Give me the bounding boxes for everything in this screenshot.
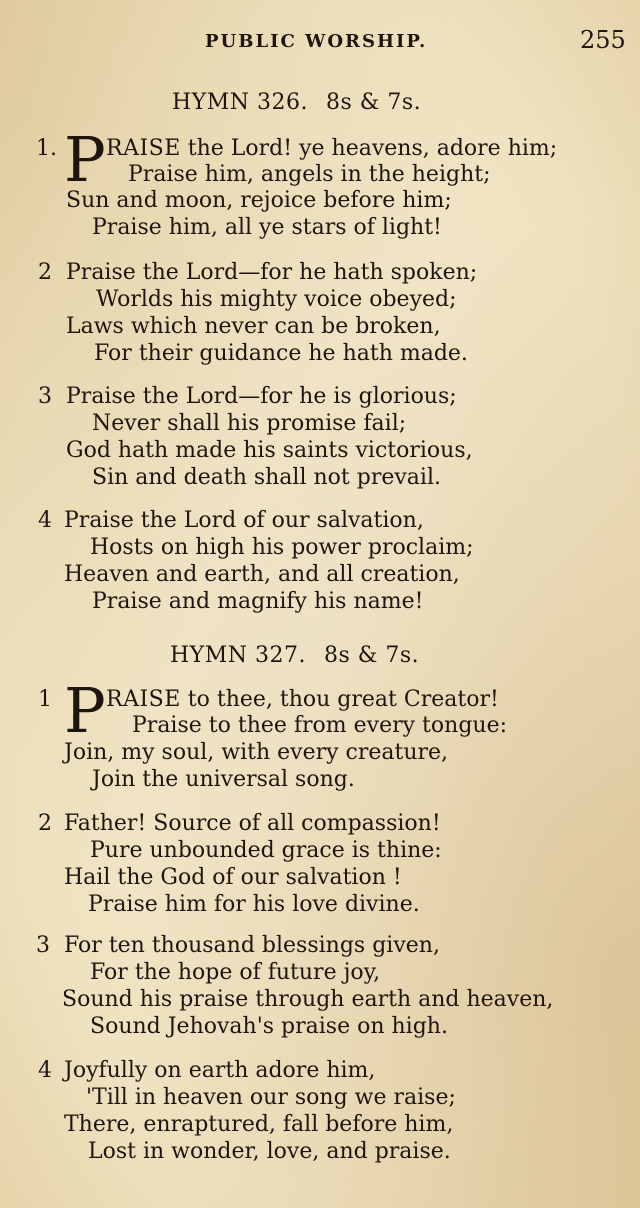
hymn-title-326 bbox=[172, 90, 421, 115]
hymn-number: HYMN 327. bbox=[170, 643, 306, 668]
verse-line: Praise him, angels in the height; bbox=[128, 162, 491, 187]
verse-line: Laws which never can be broken, bbox=[66, 314, 441, 339]
verse-line: Join, my soul, with every creature, bbox=[64, 740, 449, 765]
verse-number: 3 bbox=[38, 384, 52, 409]
verse-line: Hail the God of our salvation ! bbox=[64, 865, 402, 890]
hymn-meter: 8s & 7s. bbox=[325, 90, 422, 115]
hymn-meter: 8s & 7s. bbox=[323, 643, 420, 668]
verse-number: 1. bbox=[36, 136, 57, 161]
hymn-title-327 bbox=[170, 643, 419, 668]
verse-line: Pure unbounded grace is thine: bbox=[90, 838, 442, 863]
verse-number: 3 bbox=[36, 933, 50, 958]
verse-line bbox=[106, 136, 557, 162]
verse-line: Praise the Lord—for he hath spoken; bbox=[66, 260, 478, 285]
verse-line: Join the universal song. bbox=[92, 767, 355, 792]
verse-line: Sun and moon, rejoice before him; bbox=[66, 188, 452, 213]
verse-line: Praise and magnify his name! bbox=[92, 589, 424, 614]
verse-number: 2 bbox=[38, 260, 52, 285]
verse-line: For the hope of future joy, bbox=[90, 960, 381, 985]
verse-line: There, enraptured, fall before him, bbox=[64, 1112, 454, 1137]
verse-line: Praise him, all ye stars of light! bbox=[92, 215, 442, 240]
verse-line: Hosts on high his power proclaim; bbox=[90, 535, 474, 560]
verse-line: Lost in wonder, love, and praise. bbox=[88, 1139, 451, 1164]
verse-line-text: the Lord! ye heavens, adore him; bbox=[180, 136, 558, 161]
verse-line: Sound Jehovah's praise on high. bbox=[90, 1014, 448, 1039]
verse-line bbox=[106, 687, 499, 713]
verse-number: 2 bbox=[38, 811, 52, 836]
small-caps-word: RAISE bbox=[106, 136, 181, 161]
verse-line: Sin and death shall not prevail. bbox=[92, 465, 441, 490]
verse-line-text: to thee, thou great Creator! bbox=[180, 687, 499, 712]
verse-line: 'Till in heaven our song we raise; bbox=[86, 1085, 456, 1110]
verse-line: Praise the Lord—for he is glorious; bbox=[66, 384, 457, 409]
verse-number: 1 bbox=[38, 687, 52, 712]
small-caps-word: RAISE bbox=[106, 687, 181, 712]
verse-line: God hath made his saints victorious, bbox=[66, 438, 473, 463]
drop-cap: P bbox=[64, 674, 106, 747]
verse-line: Heaven and earth, and all creation, bbox=[64, 562, 460, 587]
running-head: PUBLIC WORSHIP. bbox=[205, 31, 428, 52]
verse-line: Sound his praise through earth and heaven, bbox=[62, 987, 554, 1012]
verse-line: Praise the Lord of our salvation, bbox=[64, 508, 424, 533]
verse-line: Father! Source of all compassion! bbox=[64, 811, 441, 836]
verse-line: Praise to thee from every tongue: bbox=[132, 713, 507, 738]
verse-number: 4 bbox=[38, 508, 52, 533]
hymn-number: HYMN 326. bbox=[172, 90, 308, 115]
page-number: 255 bbox=[580, 26, 626, 54]
verse-line: For their guidance he hath made. bbox=[94, 341, 468, 366]
verse-line: For ten thousand blessings given, bbox=[64, 933, 440, 958]
verse-line: Joyfully on earth adore him, bbox=[64, 1058, 376, 1083]
drop-cap: P bbox=[64, 123, 106, 196]
verse-line: Praise him for his love divine. bbox=[88, 892, 420, 917]
verse-line: Worlds his mighty voice obeyed; bbox=[96, 287, 457, 312]
verse-line: Never shall his promise fail; bbox=[92, 411, 407, 436]
verse-number: 4 bbox=[38, 1058, 52, 1083]
